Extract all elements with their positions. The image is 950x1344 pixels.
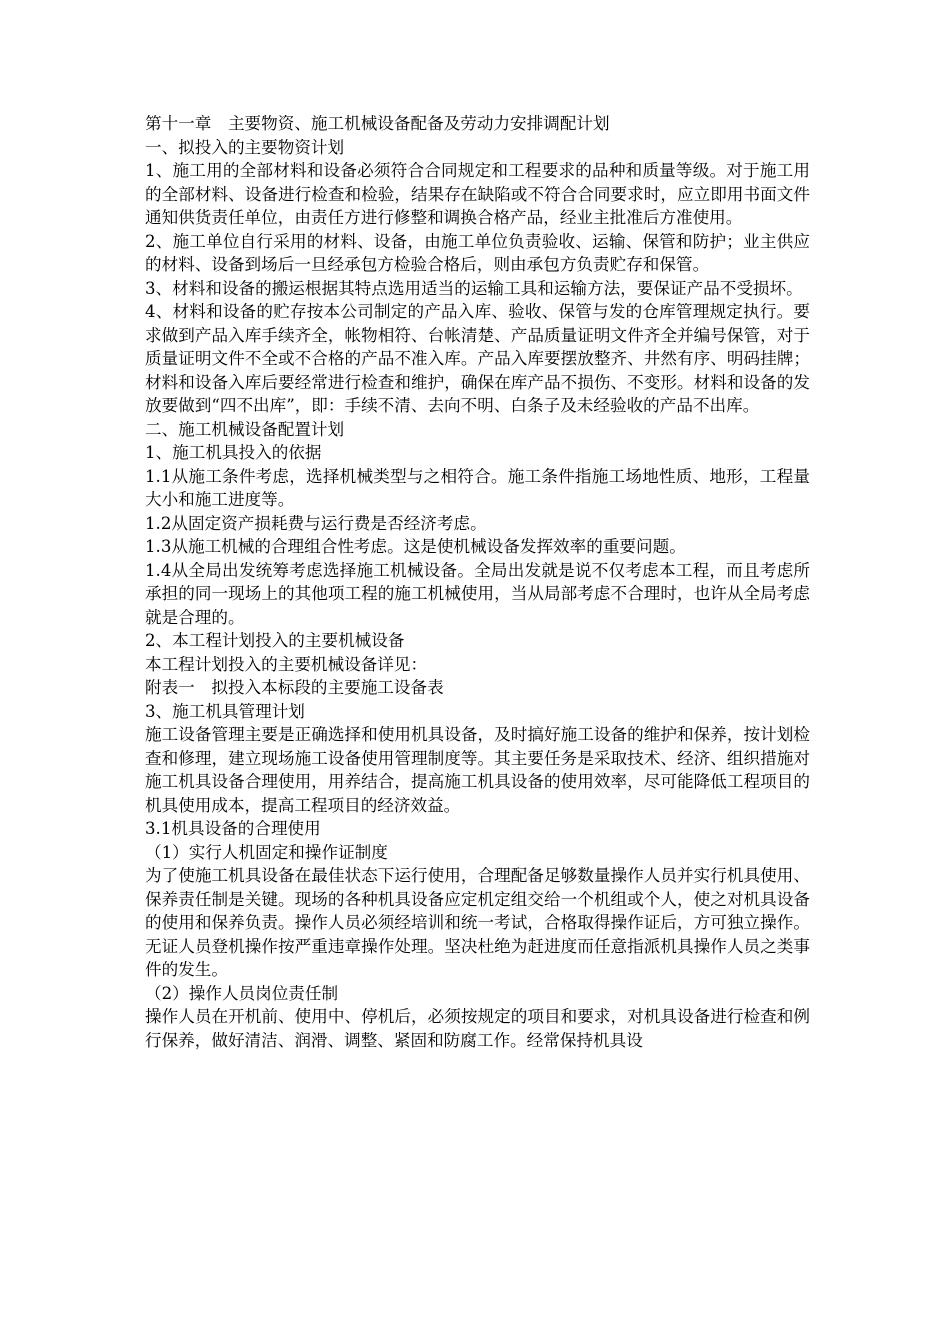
paragraph: 1.2从固定资产损耗费与运行费是否经济考虑。 (145, 513, 487, 533)
paragraph: 2、施工单位自行采用的材料、设备，由施工单位负责验收、运输、保管和防护；业主供应的材料、设备到场后一旦经承包方检验合格后，则由承包方负责贮存和保管。 (145, 231, 810, 274)
paragraph: 为了使施工机具设备在最佳状态下运行使用，合理配备足够数量操作人员并实行机具使用、保养责任制是关键。现场的各种机具设备应定机定组交给一个机组或个人，使之对机具设备的使用和保养负责。操作人员必须经培训和统一考试，合格取得操作证后，方可独立操作。无证人员登机操作按严重违章操作处理。坚决杜绝为赶进度而任意指派机具操作人员之类事件的发生。 (145, 866, 810, 979)
subsection-heading: 3、施工机具管理计划 (145, 701, 305, 721)
paragraph: 1.1从施工条件考虑，选择机械类型与之相符合。施工条件指施工场地性质、地形，工程量大小和施工进度等。 (145, 466, 810, 509)
chapter-title: 第十一章 主要物资、施工机械设备配备及劳动力安排调配计划 (145, 114, 610, 133)
paragraph: 本工程计划投入的主要机械设备详见： (145, 654, 428, 674)
section-heading-2: 二、施工机械设备配置计划 (145, 419, 345, 439)
item-heading: （1）实行人机固定和操作证制度 (145, 842, 388, 862)
subsection-heading: 3.1机具设备的合理使用 (145, 819, 321, 838)
paragraph: 3、材料和设备的搬运根据其特点选用适当的运输工具和运输方法，要保证产品不受损坏。 (145, 278, 803, 298)
paragraph: 施工设备管理主要是正确选择和使用机具设备，及时搞好施工设备的维护和保养，按计划检查和修理，建立现场施工设备使用管理制度等。其主要任务是采取技术、经济、组织措施对施工机具设备合理使用，用养结合，提高施工机具设备的使用效率，尽可能降低工程项目的机具使用成本，提高工程项目的经济效益。 (145, 725, 810, 815)
document-page (145, 112, 810, 1052)
section-heading-1: 一、拟投入的主要物资计划 (145, 137, 345, 157)
paragraph: 1.4从全局出发统筹考虑选择施工机械设备。全局出发就是说不仅考虑本工程，而且考虑所承担的同一现场上的其他项工程的施工机械使用，当从局部考虑不合理时，也许从全局考虑就是合理的。 (145, 560, 810, 627)
paragraph: 1、施工用的全部材料和设备必须符合合同规定和工程要求的品种和质量等级。对于施工用的全部材料、设备进行检查和检验，结果存在缺陷或不符合合同要求时，应立即用书面文件通知供货责任单位，由责任方进行修整和调换合格产品，经业主批准后方准使用。 (145, 161, 810, 227)
subsection-heading: 2、本工程计划投入的主要机械设备 (145, 631, 405, 650)
paragraph: 1.3从施工机械的合理组合性考虑。这是使机械设备发挥效率的重要问题。 (145, 537, 686, 556)
item-heading: （2）操作人员岗位责任制 (145, 983, 339, 1003)
appendix-reference: 附表一 拟投入本标段的主要施工设备表 (145, 678, 444, 697)
paragraph: 4、材料和设备的贮存按本公司制定的产品入库、验收、保管与发的仓库管理规定执行。要求做到产品入库手续齐全，帐物相符、台帐清楚、产品质量证明文件齐全并编号保管，对于质量证明文件不全或不合格的产品不准入库。产品入库要摆放整齐、井然有序、明码挂牌；材料和设备入库后要经常进行检查和维护，确保在库产品不损伤、不变形。材料和设备的发放要做到“四不出库”，即：手续不清、去向不明、白条子及未经验收的产品不出库。 (145, 302, 810, 415)
subsection-heading: 1、施工机具投入的依据 (145, 443, 322, 462)
paragraph: 操作人员在开机前、使用中、停机后，必须按规定的项目和要求，对机具设备进行检查和例行保养，做好清洁、润滑、调整、紧固和防腐工作。经常保持机具设 (145, 1007, 810, 1050)
